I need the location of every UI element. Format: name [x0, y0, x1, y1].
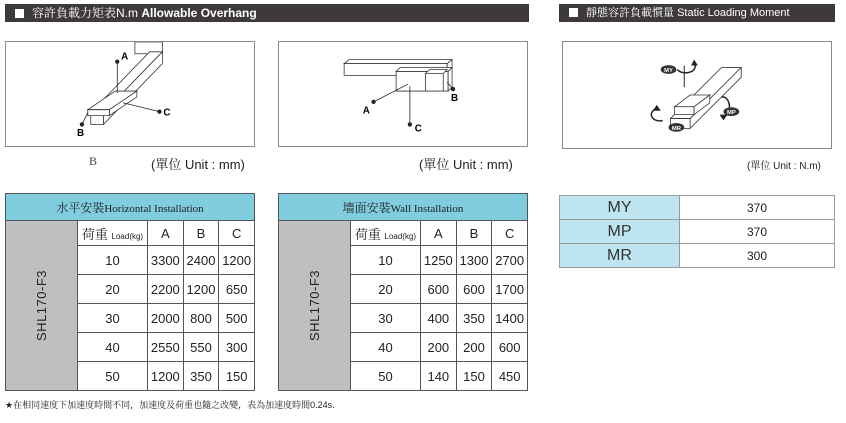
unit-nm: (單位 Unit : N.m): [747, 161, 821, 172]
load-cell: 10: [77, 246, 147, 275]
col-header-c: C: [492, 221, 528, 246]
static-moment-header: [559, 4, 835, 22]
value-b: 200: [456, 333, 492, 362]
value-a: 2000: [147, 304, 183, 333]
value-c: 500: [219, 304, 255, 333]
load-cell: 10: [350, 246, 420, 275]
table-row: [560, 244, 835, 268]
wall-overhang-diagram: [278, 41, 528, 147]
value-b: 150: [456, 362, 492, 391]
load-cell: 30: [350, 304, 420, 333]
load-cell: 20: [350, 275, 420, 304]
point-a-dot: [115, 59, 119, 63]
value-c: 650: [219, 275, 255, 304]
label-b: B: [77, 128, 85, 140]
value-b: 2400: [183, 246, 219, 275]
moment-rail-drawing: [563, 42, 831, 148]
label-mp: MP: [726, 110, 736, 117]
point-b-dot: [80, 122, 84, 126]
value-c: 300: [219, 333, 255, 362]
moment-value: 370: [680, 196, 835, 220]
square-bullet-icon: [15, 9, 24, 18]
value-a: 200: [420, 333, 456, 362]
moment-name: MP: [560, 220, 680, 244]
unit-mm-wall: (單位 Unit : mm): [419, 157, 513, 172]
value-b: 350: [183, 362, 219, 391]
value-a: 2200: [147, 275, 183, 304]
value-c: 1700: [492, 275, 528, 304]
moment-value: 370: [680, 220, 835, 244]
load-zh: 荷重: [354, 226, 381, 242]
load-cell: 40: [77, 333, 147, 362]
table-title: [6, 194, 255, 221]
value-b: 600: [456, 275, 492, 304]
value-b: 1300: [456, 246, 492, 275]
load-cell: 50: [350, 362, 420, 391]
value-a: 3300: [147, 246, 183, 275]
col-header-b: B: [456, 221, 492, 246]
value-b: 1200: [183, 275, 219, 304]
value-a: 1200: [147, 362, 183, 391]
table-title: [279, 194, 528, 221]
label-c: C: [163, 107, 171, 119]
model-label: SHL170-F3: [33, 270, 49, 341]
col-header-a: A: [420, 221, 456, 246]
label-my: MY: [664, 67, 673, 74]
col-header-c: C: [219, 221, 255, 246]
diagram-caption-b: B: [89, 154, 98, 168]
value-c: 600: [492, 333, 528, 362]
load-en: Load(kg): [384, 231, 417, 241]
value-c: 450: [492, 362, 528, 391]
header-en: Allowable Overhang: [141, 6, 257, 20]
title-zh: 水平安裝: [56, 200, 105, 215]
static-moment-table: [559, 195, 835, 268]
load-en: Load(kg): [111, 231, 144, 241]
value-b: 350: [456, 304, 492, 333]
col-header-a: A: [147, 221, 183, 246]
model-cell: [279, 221, 351, 391]
header-zh: 靜態容許負載慣量: [586, 7, 674, 19]
horizontal-rail-drawing: [6, 42, 254, 146]
load-cell: 30: [77, 304, 147, 333]
load-column-header: [350, 221, 420, 246]
title-en: Wall Installation: [390, 202, 464, 215]
value-c: 1200: [219, 246, 255, 275]
value-a: 1250: [420, 246, 456, 275]
wall-rail-drawing: [279, 42, 527, 146]
header-en: Static Loading Moment: [677, 7, 790, 19]
header-zh: 容許負載力矩表N.m: [32, 6, 138, 20]
col-header-b: B: [183, 221, 219, 246]
value-b: 550: [183, 333, 219, 362]
load-zh: 荷重: [81, 226, 108, 242]
value-b: 800: [183, 304, 219, 333]
moment-value: 300: [680, 244, 835, 268]
load-cell: 40: [350, 333, 420, 362]
allowable-overhang-header: [5, 4, 529, 22]
point-c-dot: [157, 110, 161, 114]
title-zh: 墻面安裝: [342, 200, 391, 215]
value-a: 400: [420, 304, 456, 333]
model-cell: [6, 221, 78, 391]
value-c: 150: [219, 362, 255, 391]
label-mr: MR: [671, 125, 681, 132]
point-a-dot: [371, 100, 375, 104]
title-en: Horizontal Installation: [104, 202, 204, 215]
wall-installation-table: [278, 193, 528, 391]
table-row: [560, 196, 835, 220]
value-a: 140: [420, 362, 456, 391]
value-c: 2700: [492, 246, 528, 275]
load-column-header: [77, 221, 147, 246]
value-a: 2550: [147, 333, 183, 362]
value-a: 600: [420, 275, 456, 304]
point-c-dot: [408, 122, 412, 126]
model-label: SHL170-F3: [306, 270, 322, 341]
label-b: B: [451, 92, 459, 104]
horizontal-overhang-diagram: [5, 41, 255, 147]
label-c: C: [414, 123, 422, 135]
square-bullet-icon: [569, 8, 578, 17]
label-a: A: [121, 51, 129, 63]
load-cell: 50: [77, 362, 147, 391]
value-c: 1400: [492, 304, 528, 333]
horizontal-installation-table: [5, 193, 255, 391]
moment-name: MR: [560, 244, 680, 268]
load-cell: 20: [77, 275, 147, 304]
label-a: A: [362, 105, 370, 117]
unit-mm-horizontal: (單位 Unit : mm): [151, 157, 245, 172]
point-b-dot: [451, 87, 455, 91]
moment-diagram: [562, 41, 832, 149]
moment-name: MY: [560, 196, 680, 220]
footnote: ★在相同速度下加速度時間不同，加速度及荷重也隨之改變，表為加速度時間0.24s.: [5, 400, 335, 410]
table-row: [560, 220, 835, 244]
